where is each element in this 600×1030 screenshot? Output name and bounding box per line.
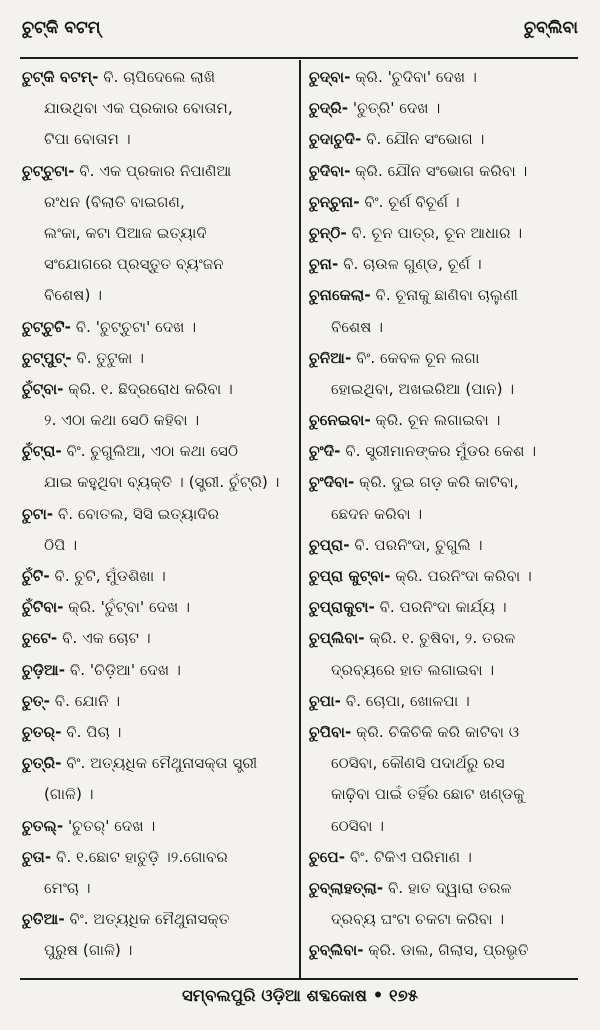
entry-first-line <box>22 655 294 686</box>
definition-text: ସଂଯୋଗରେ ପ୍ରସ୍ତୁତ ବ୍ୟଂଜନ <box>44 255 224 274</box>
entry-continuation-line <box>309 779 581 810</box>
entry-first-line <box>22 561 294 592</box>
definition-text: 'ଚୁତର୍' ଦେଖ । <box>63 816 156 835</box>
entry-first-line <box>22 62 294 93</box>
definition-text: ବି. ଚାଉଳ ଗୁଣ୍ଡ, ଚୂର୍ଣ । <box>338 255 482 274</box>
entry-continuation-line <box>22 124 294 155</box>
dictionary-entry <box>309 62 581 93</box>
entry-first-line <box>22 436 294 467</box>
dictionary-entry <box>309 280 581 342</box>
definition-text: ବିଂ. ଅତ୍ୟଧିକ ମୈଥୁନାସକ୍ତ <box>64 910 230 929</box>
entry-first-line <box>22 343 294 374</box>
dictionary-entry <box>309 249 581 280</box>
entry-first-line <box>22 374 294 405</box>
definition-text: ରଂଧନ (ବିଲାତି ବାଇଗଣ, <box>44 192 185 211</box>
definition-text: ବି. ଚୁଟି, ମୁଁଡଶିଖା । <box>49 567 166 585</box>
entry-first-line <box>22 592 294 623</box>
entry-continuation-line <box>22 467 294 498</box>
headword: ଚୁପ୍‌ରାକୁଟା- <box>309 598 375 617</box>
entry-first-line <box>22 312 294 343</box>
definition-text: ଦ୍ରବ୍ୟରେ ହାତ ଲଗାଇବା । <box>331 660 495 679</box>
entry-continuation-line <box>309 655 581 686</box>
definition-text: ବିଂ. ଅତ୍ୟଧିକ ମୈଥୁନାସକ୍ତା ସ୍ତ୍ରୀ <box>61 754 258 773</box>
entry-first-line <box>309 467 581 498</box>
definition-text: ପୁରୁଷ (ଗାଳି) । <box>44 941 133 960</box>
dictionary-entry <box>309 156 581 187</box>
entry-first-line <box>309 623 581 654</box>
headword: ଚୁନା- <box>309 255 339 274</box>
headword: ଚୁଂଦିବା- <box>309 473 355 492</box>
headword: ଚୁନେଇବା- <box>309 411 371 430</box>
entry-continuation-line <box>309 312 581 343</box>
guide-word-right: ଚୁବ୍‌ଲିବା <box>524 18 578 38</box>
headword: ଚୁଂଦି- <box>309 442 341 461</box>
entry-first-line <box>309 343 581 374</box>
entry-first-line <box>22 811 294 842</box>
headword: ଚୁପିବା- <box>309 722 352 741</box>
headword: ଚୁଁଟ୍‌ବା- <box>22 379 64 398</box>
headword: ଚୁଁଟି- <box>22 567 50 585</box>
definition-text: ବି. ଯୌନ ସଂଭୋଗ । <box>361 130 485 149</box>
headword: ଚୁପ୍‌ରା- <box>309 535 350 554</box>
entry-continuation-line <box>22 779 294 810</box>
entry-continuation-line <box>309 499 581 530</box>
dictionary-entry <box>22 156 294 312</box>
entry-continuation-line <box>309 811 581 842</box>
dictionary-entry <box>309 530 581 561</box>
dictionary-entry <box>22 592 294 623</box>
entry-continuation-line <box>22 218 294 249</box>
entry-first-line <box>309 187 581 218</box>
dictionary-entry <box>22 655 294 686</box>
definition-text: ବି. ଚୂନାକୁ ଛାଣିବା ଚାଲୁଣୀ <box>370 286 518 305</box>
entry-first-line <box>309 592 581 623</box>
entry-continuation-line <box>22 873 294 904</box>
definition-text: କାଢ଼ିବା ପାଇଁ ତହିଁର ଛୋଟ ଖଣ୍ଡକୁ <box>331 785 525 804</box>
entry-first-line <box>309 873 581 904</box>
headword: ଚୁନ୍‌ଠି- <box>309 223 347 242</box>
entry-continuation-line <box>22 405 294 436</box>
entry-first-line <box>309 686 581 717</box>
definition-text: ବିଂ. ଚୂର୍ଣ ବିଚୂର୍ଣ । <box>359 192 460 211</box>
entry-continuation-line <box>22 187 294 218</box>
right-column <box>309 62 581 966</box>
definition-text: ବି. ୧.ଛୋଟ ହାତୁଡ଼ି ।୨.ଗୋବର <box>51 847 228 866</box>
dictionary-entry <box>22 62 294 156</box>
dictionary-entry <box>22 312 294 343</box>
definition-text: ବି. ପରନିଂଦା, ଚୁଗୁଲି । <box>349 535 483 554</box>
definition-text: ବି. ଏକ ଚୋଟ । <box>57 629 151 648</box>
definition-text: ବି. ଏକ ପ୍ରକାର ନିପାଣିଆ <box>74 161 232 180</box>
definition-text: ବି. ହାତ ଦ୍ୱାରା ତରଳ <box>383 878 512 897</box>
headword: ଚୁପେ- <box>309 847 346 866</box>
definition-text: କ୍ରି. ପରନିଂଦା କରିବା । <box>390 567 532 585</box>
dictionary-entry <box>22 748 294 810</box>
headword: ଚୁତ୍‌ରି- <box>22 754 62 773</box>
dictionary-entry <box>309 467 581 529</box>
definition-text: ମେଂଚା । <box>44 878 91 897</box>
entry-continuation-line <box>22 530 294 561</box>
dictionary-entry <box>22 686 294 717</box>
entry-first-line <box>309 842 581 873</box>
definition-text: ବି. ପରନିଂଦା କାର୍ଯ୍ୟ । <box>374 598 507 617</box>
headword: ଚୁନିଆ- <box>309 348 352 367</box>
definition-text: ୨. ଏଠା କଥା ସେଠି କହିବା । <box>44 411 200 430</box>
headword: ଚୁନ୍‌ଚୁନା- <box>309 192 360 211</box>
entry-continuation-line <box>309 904 581 935</box>
entry-first-line <box>309 530 581 561</box>
definition-text: ବି. ଚାପିଦେଲେ ଲାଖି <box>98 68 216 86</box>
dictionary-entry <box>22 904 294 966</box>
headword: ଚୁଁଟିବା- <box>22 598 64 617</box>
dictionary-entry <box>309 218 581 249</box>
headword: ଚୁତର୍- <box>22 722 62 741</box>
dictionary-entry <box>309 623 581 685</box>
dictionary-entry <box>309 686 581 717</box>
definition-text: ବି. ଚୂନ ପାତ୍ର, ଚୂନ ଆଧାର । <box>346 223 523 242</box>
column-divider <box>299 60 301 978</box>
definition-text: କ୍ରି. 'ଚୁଁଟ୍‌ବା' ଦେଖ । <box>63 598 191 617</box>
dictionary-entry <box>22 623 294 654</box>
headword: ଚୁଟ୍‌ଚୁଟା- <box>22 161 75 180</box>
entry-first-line <box>309 93 581 124</box>
left-column <box>22 62 294 966</box>
definition-text: 'ଚୁତ୍‌ରି' ଦେଖ । <box>348 99 441 118</box>
headword: ଚୁଟ୍‌ଚୁଟି- <box>22 317 71 336</box>
definition-text: ଦ୍ରବ୍ୟ ଘଂଟା ଚକଟା କରିବା । <box>331 910 505 929</box>
headword: ଚୁବ୍‌ଲାହତ୍‌ଲା- <box>309 878 384 897</box>
entry-first-line <box>309 436 581 467</box>
definition-text: ଯାଉଥିବା ଏକ ପ୍ରକାର ବୋତାମ, <box>44 99 233 118</box>
definition-text: କ୍ରି. ଦୁଇ ଗଡ଼ କରି କାଟିବା, <box>354 473 519 492</box>
definition-text: ବି. ବୋତଲ, ସିସି ଇତ୍ୟାଦିର <box>53 504 220 523</box>
definition-text: ଠେସିବା । <box>331 816 385 835</box>
definition-text: ବିଶେଷ) । <box>44 286 103 305</box>
definition-text: ବି. 'ଚୁଟ୍‌ଚୁଟା' ଦେଖ । <box>70 317 197 336</box>
definition-text: ବି. ତୁଟୁକା । <box>71 348 145 367</box>
entry-first-line <box>309 62 581 93</box>
headword: ଚୁବ୍‌ଲିବା- <box>309 941 364 960</box>
headword: ଚୁଁଟ୍‌ରା- <box>22 442 62 461</box>
entry-first-line <box>22 748 294 779</box>
headword: ଚୁଡ଼ିଆ- <box>22 660 66 679</box>
definition-text: କ୍ରି. ଚିକିଚିକି କରି କାଟିବା ଓ <box>351 722 520 741</box>
definition-text: ବିଂ. ଟିକିଏ ପରିମାଣ । <box>345 847 472 866</box>
definition-text: କ୍ରି. 'ଚୁଦିବା' ଦେଖ । <box>350 68 477 86</box>
dictionary-entry <box>22 343 294 374</box>
dictionary-entry <box>22 499 294 561</box>
headword: ଚୁଦ୍‌ରି- <box>309 99 349 118</box>
headword: ଚୁତିଆ- <box>22 910 65 929</box>
entry-first-line <box>309 405 581 436</box>
entry-first-line <box>309 249 581 280</box>
headword: ଚୁଟ୍‌କି ବଟମ୍- <box>22 68 99 86</box>
page-footer: ସମ୍ବଲପୁରି ଓଡ଼ିଆ ଶବ୍ଦକୋଷ • ୧୭୫ <box>182 986 418 1005</box>
entry-continuation-line <box>309 374 581 405</box>
headword: ଚୁପ୍‌ଲିବା- <box>309 629 365 648</box>
headword: ଚୁପ୍‌ରା କୁଟ୍‌ବା- <box>309 567 391 585</box>
dictionary-entry <box>22 717 294 748</box>
dictionary-entry <box>22 436 294 498</box>
entry-first-line <box>22 686 294 717</box>
definition-text: ବି. ଯୋନି । <box>49 691 121 710</box>
definition-text: କ୍ରି. ଯୌନ ସଂଭୋଗ କରିବା । <box>350 161 528 180</box>
entry-first-line <box>309 717 581 748</box>
dictionary-entry <box>22 374 294 436</box>
dictionary-entry <box>309 124 581 155</box>
definition-text: ବିଂ. ଚୁଗୁଲିଆ, ଏଠା କଥା ସେଠି <box>61 442 239 461</box>
dictionary-entry <box>309 187 581 218</box>
definition-text: ଛେଦନ କରିବା । <box>331 504 423 523</box>
headword: ଚୁତଲ୍- <box>22 816 64 835</box>
entry-continuation-line <box>309 748 581 779</box>
dictionary-entry <box>309 935 581 966</box>
dictionary-entry <box>309 842 581 873</box>
definition-text: କ୍ରି. ୧. ଚୁଷିବା, ୨. ତରଳ <box>364 629 516 648</box>
definition-text: ହୋଇଥିବା, ଅଖଇରିଆ (ପାନ) । <box>331 379 515 398</box>
headword: ଚୁପା- <box>309 691 341 710</box>
headword: ଚୁଦିବା- <box>309 161 351 180</box>
definition-text: କ୍ରି. ଚୂନ ଲଗାଇବା । <box>370 411 501 430</box>
dictionary-entry <box>22 842 294 904</box>
headword: ଚୁତା- <box>22 847 52 866</box>
footer-rule <box>20 978 578 980</box>
entry-first-line <box>309 124 581 155</box>
headword: ଚୁଟା- <box>22 504 54 523</box>
headword: ଚୁଟେ- <box>22 629 58 648</box>
dictionary-entry <box>309 592 581 623</box>
definition-text: ଲଂକା, କଟା ପିଆଜ ଇତ୍ୟାଦି <box>44 223 207 242</box>
dictionary-entry <box>309 343 581 405</box>
entry-first-line <box>22 499 294 530</box>
entry-first-line <box>22 623 294 654</box>
guide-word-left: ଚୁଟ୍‌କି ବଟମ୍ <box>22 18 101 38</box>
headword: ଚୁନାକେଲା- <box>309 286 371 305</box>
headword: ଚୁଟ୍‌ପୁଟ୍- <box>22 348 72 367</box>
entry-first-line <box>309 218 581 249</box>
entry-continuation-line <box>22 935 294 966</box>
dictionary-entry <box>309 405 581 436</box>
definition-text: ବି. 'ଚିଡ଼ିଆ' ଦେଖ । <box>65 660 181 679</box>
headword: ଚୁଦାଚୁଦି- <box>309 130 362 149</box>
definition-text: ବି. ପିଚା । <box>61 722 122 741</box>
definition-text: ବି. ଚୋପା, ଖୋଳପା । <box>340 691 470 710</box>
entry-continuation-line <box>22 249 294 280</box>
dictionary-entry <box>22 811 294 842</box>
entry-first-line <box>22 156 294 187</box>
entry-continuation-line <box>22 280 294 311</box>
header-rule <box>20 57 578 59</box>
definition-text: ଠେସିବା, କୌଣସି ପଦାର୍ଥରୁ ରସ <box>331 754 505 773</box>
definition-text: ଯାଇ କହୁଥିବା ବ୍ୟକ୍ତି । (ସ୍ତ୍ରୀ. ଚୁଁଟ୍‌ରି) । <box>44 473 280 492</box>
entry-first-line <box>309 156 581 187</box>
definition-text: କ୍ରି. ୧. ଛିଦ୍ରରୋଧ କରିବା । <box>63 379 233 398</box>
entry-continuation-line <box>22 93 294 124</box>
entry-first-line <box>309 935 581 966</box>
headword: ଚୁତ୍- <box>22 691 50 710</box>
definition-text: ବିଂ. କେବଳ ଚୂନ ଲଗା <box>351 348 480 367</box>
definition-text: (ଗାଳି) । <box>44 785 94 804</box>
definition-text: କ୍ରି. ଡାଲ, ଗିଲାସ, ପ୍ରଭୃତି <box>363 941 529 960</box>
entry-first-line <box>22 904 294 935</box>
dictionary-entry <box>309 717 581 842</box>
headword: ଚୁଦ୍‌ବା- <box>309 68 351 86</box>
definition-text: ବିଶେଷ । <box>331 317 384 336</box>
dictionary-entry <box>309 436 581 467</box>
entry-first-line <box>309 280 581 311</box>
dictionary-entry <box>22 561 294 592</box>
entry-first-line <box>22 842 294 873</box>
definition-text: ଟିପା ବୋତାମ । <box>44 130 131 149</box>
entry-first-line <box>22 717 294 748</box>
definition-text: ଠିପି । <box>44 535 78 554</box>
entry-first-line <box>309 561 581 592</box>
dictionary-entry <box>309 93 581 124</box>
dictionary-entry <box>309 561 581 592</box>
dictionary-entry <box>309 873 581 935</box>
definition-text: ବି. ସ୍ତ୍ରୀମାନଙ୍କର ମୁଁଡର କେଶ । <box>340 442 537 461</box>
